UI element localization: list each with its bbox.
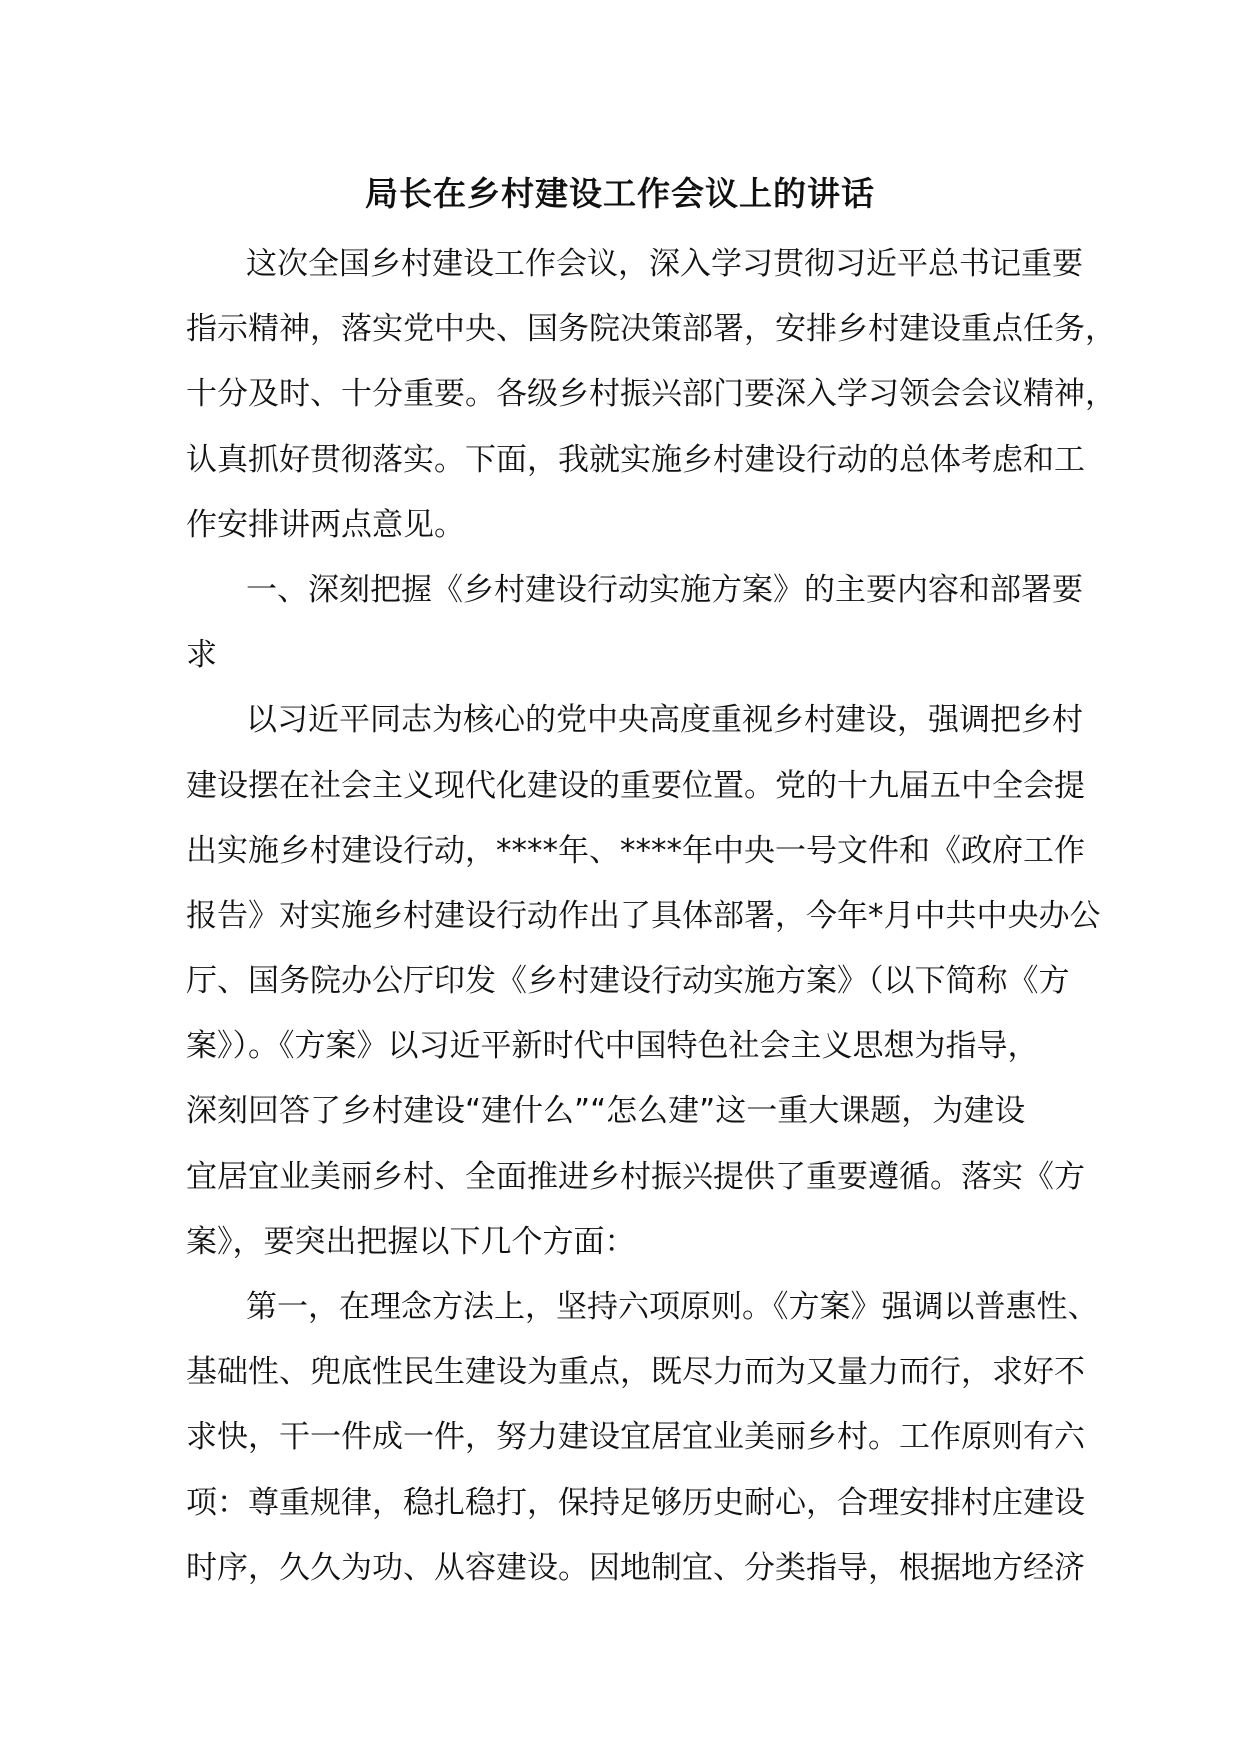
text-line: 十分及时、十分重要。各级乡村振兴部门要深入学习领会会议精神， [186, 376, 1116, 413]
text-line: 深刻回答了乡村建设“建什么”“怎么建”这一重大课题，为建设 [186, 1093, 1026, 1130]
document-title: 局长在乡村建设工作会议上的讲话 [365, 174, 875, 213]
text-line: 指示精神，落实党中央、国务院决策部署，安排乡村建设重点任务， [186, 311, 1116, 348]
text-line: 第一，在理念方法上，坚持六项原则。《方案》强调以普惠性、 [246, 1289, 1099, 1325]
text-line: 以习近平同志为核心的党中央高度重视乡村建设，强调把乡村 [246, 702, 1083, 739]
text-line: 项：尊重规律，稳扎稳打，保持足够历史耐心，合理安排村庄建设 [186, 1484, 1085, 1521]
text-line: 这次全国乡村建设工作会议，深入学习贯彻习近平总书记重要 [246, 246, 1083, 282]
text-line: 时序，久久为功、从容建设。因地制宜、分类指导，根据地方经济 [186, 1549, 1085, 1586]
section-heading-line: 求 [186, 637, 217, 674]
text-line: 案》）。《方案》以习近平新时代中国特色社会主义思想为指导， [186, 1028, 1039, 1065]
section-heading-line: 一、深刻把握《乡村建设行动实施方案》的主要内容和部署要 [246, 571, 1083, 608]
text-line: 建设摆在社会主义现代化建设的重要位置。党的十九届五中全会提 [186, 767, 1085, 804]
text-line: 出实施乡村建设行动，****年、****年中央一号文件和《政府工作 [186, 832, 1085, 869]
text-line: 认真抓好贯彻落实。下面，我就实施乡村建设行动的总体考虑和工 [186, 441, 1085, 478]
text-line: 报告》对实施乡村建设行动作出了具体部署，今年*月中共中央办公 [186, 897, 1101, 934]
document-body [186, 232, 1116, 1601]
text-line: 求快，干一件成一件，努力建设宜居宜业美丽乡村。工作原则有六 [186, 1419, 1085, 1456]
text-line: 宜居宜业美丽乡村、全面推进乡村振兴提供了重要遵循。落实《方 [186, 1158, 1085, 1195]
text-line: 厅、国务院办公厅印发《乡村建设行动实施方案》（以下简称《方 [186, 963, 1070, 1000]
text-line: 基础性、兜底性民生建设为重点，既尽力而为又量力而行，求好不 [186, 1354, 1085, 1391]
text-line: 案》，要突出把握以下几个方面： [186, 1223, 636, 1260]
text-line: 作安排讲两点意见。 [186, 506, 465, 543]
